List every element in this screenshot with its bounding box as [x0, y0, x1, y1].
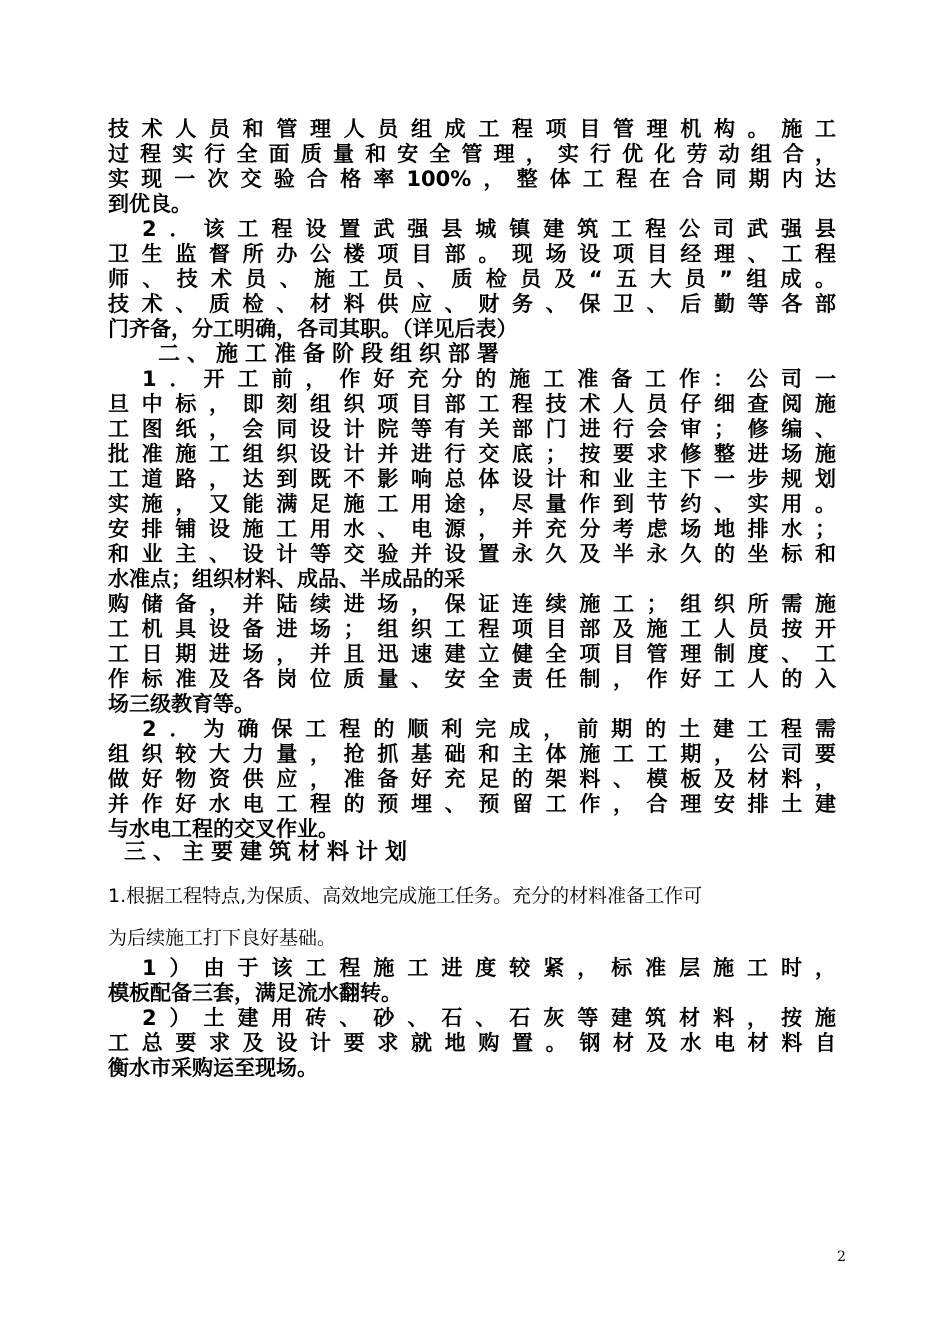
body-line: 做好物资供应，准备好充足的架料、模板及材料， — [108, 767, 836, 791]
body-line: 师、技术员、施工员、质检员及“五大员”组成。 — [108, 267, 836, 291]
body-line: 水准点；组织材料、成品、半成品的采 — [108, 567, 465, 591]
body-line: 工图纸，会同设计院等有关部门进行会审；修编、 — [108, 417, 836, 441]
body-line: 过程实行全面质量和安全管理，实行优化劳动组合， — [108, 142, 836, 166]
body-line: 组织较大力量，抢抓基础和主体施工工期，公司要 — [108, 742, 836, 766]
body-line: 工总要求及设计要求就地购置。钢材及水电材料自 — [108, 1031, 836, 1055]
body-line: 门齐备，分工明确，各司其职。（详见后表） — [108, 317, 518, 341]
body-line: 并作好水电工程的预埋、预留工作，合理安排土建 — [108, 792, 836, 816]
body-line: 场三级教育等。 — [108, 692, 255, 716]
body-line: 和业主、设计等交验并设置永久及半永久的坐标和 — [108, 542, 836, 566]
body-line: 购储备，并陆续进场，保证连续施工；组织所需施 — [108, 592, 836, 616]
body-line: 2）土建用砖、砂、石、石灰等建筑材料，按施 — [108, 1006, 836, 1030]
body-line: 工日期进场，并且迅速建立健全项目管理制度、工 — [108, 642, 836, 666]
body-line: 1）由于该工程施工进度较紧，标准层施工时， — [108, 956, 836, 980]
body-line: 卫生监督所办公楼项目部。现场设项目经理、工程 — [108, 242, 836, 266]
section-heading-3: 三、主要建筑材料计划 — [124, 840, 415, 865]
body-line: 衡水市采购运至现场。 — [108, 1056, 318, 1080]
body-line: 实施，又能满足施工用途，尽量作到节约、实用。 — [108, 492, 836, 516]
body-line: 工道路，达到既不影响总体设计和业主下一步规划 — [108, 467, 836, 491]
plain-paragraph-line: 为后续施工打下良好基础。 — [108, 927, 337, 949]
body-line: 旦中标，即刻组织项目部工程技术人员仔细查阅施 — [108, 392, 836, 416]
plain-paragraph-line: 1.根据工程特点,为保质、高效地完成施工任务。充分的材料准备工作可 — [108, 885, 703, 907]
body-line: 1．开工前，作好充分的施工准备工作：公司一 — [108, 367, 836, 391]
body-line: 与水电工程的交叉作业。 — [108, 817, 339, 841]
body-line: 工机具设备进场；组织工程项目部及施工人员按开 — [108, 617, 836, 641]
body-line: 2．该工程设置武强县城镇建筑工程公司武强县 — [108, 217, 836, 241]
body-line: 批准施工组织设计并进行交底；按要求修整进场施 — [108, 442, 836, 466]
body-line: 模板配备三套，满足流水翻转。 — [108, 981, 402, 1005]
body-line: 2．为确保工程的顺利完成，前期的土建工程需 — [108, 717, 836, 741]
body-line: 安排铺设施工用水、电源，并充分考虑场地排水； — [108, 517, 836, 541]
body-line: 技术人员和管理人员组成工程项目管理机构。施工 — [108, 117, 836, 141]
page-number: 2 — [837, 1249, 846, 1265]
body-line: 技术、质检、材料供应、财务、保卫、后勤等各部 — [108, 292, 836, 316]
body-line: 实现一次交验合格率100%，整体工程在合同期内达 — [108, 167, 836, 191]
section-heading-2: 二、施工准备阶段组织部署 — [158, 342, 507, 367]
body-line: 作标准及各岗位质量、安全责任制，作好工人的入 — [108, 667, 836, 691]
body-line: 到优良。 — [108, 192, 192, 216]
